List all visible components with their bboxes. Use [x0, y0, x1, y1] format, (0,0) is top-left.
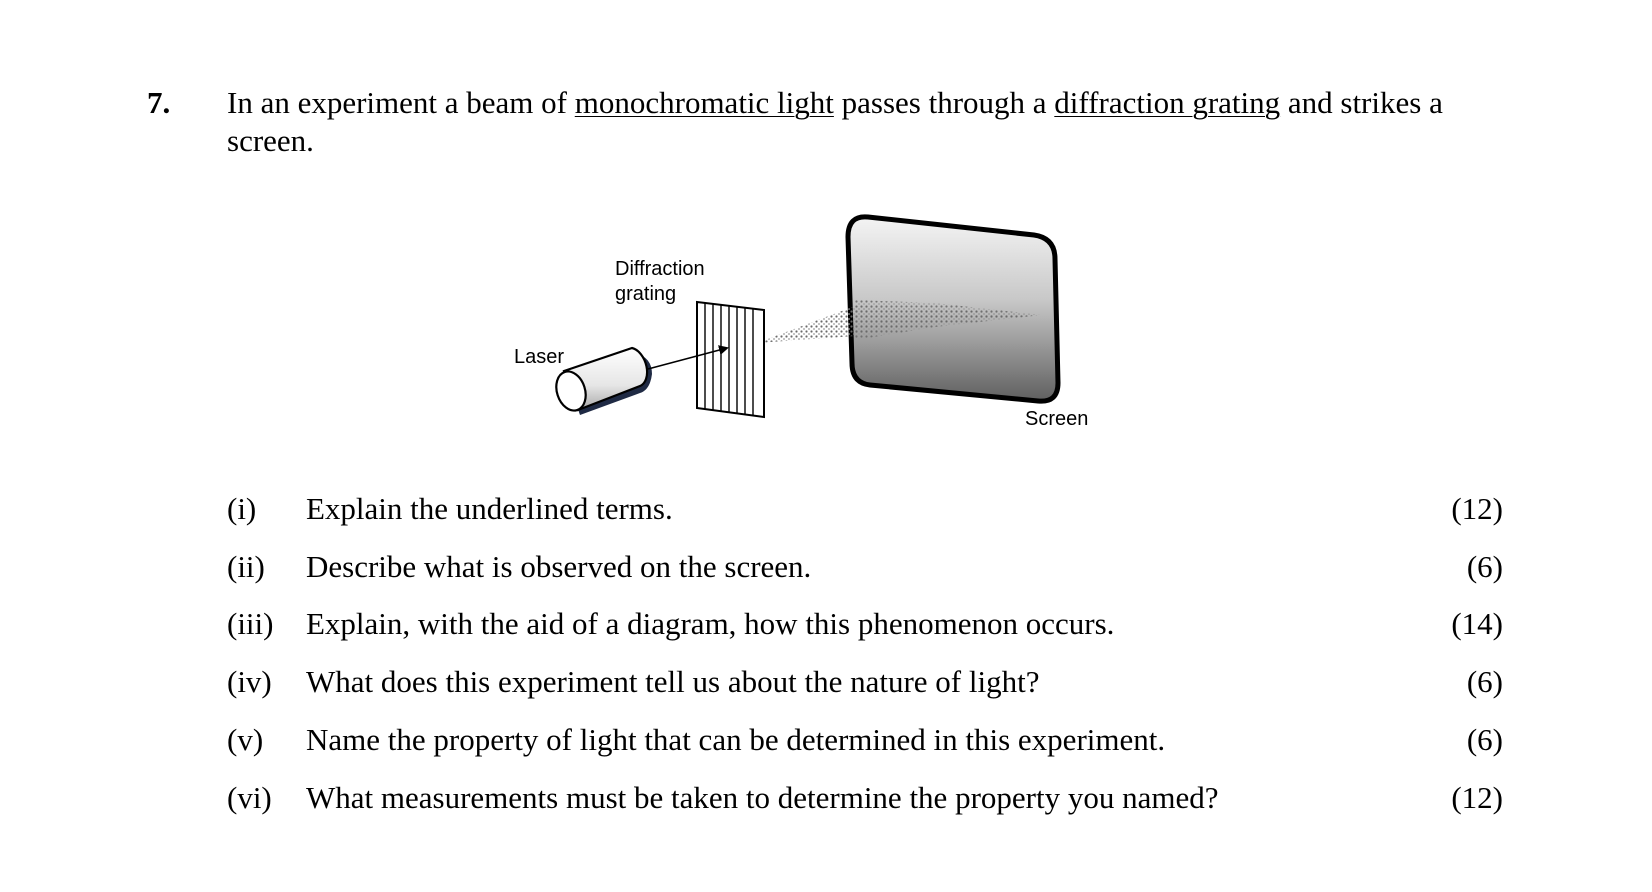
part-marks: (6)	[1466, 664, 1503, 699]
question-part	[227, 547, 1503, 587]
question-part	[227, 778, 1503, 818]
part-text: Explain, with the aid of a diagram, how this phenomenon occurs.	[306, 606, 1115, 641]
intro-text-3: and strikes a screen.	[227, 85, 1443, 158]
part-marks: (6)	[1466, 722, 1503, 757]
question-number: 7.	[147, 85, 171, 120]
part-label: (vi)	[227, 780, 272, 815]
diffraction-grating-icon	[697, 302, 764, 417]
part-label: (i)	[227, 491, 257, 526]
question-part	[227, 662, 1503, 702]
intro-text-1: In an experiment a beam of	[227, 85, 575, 120]
part-label: (ii)	[227, 549, 265, 584]
part-label: (iii)	[227, 606, 274, 641]
grating-label-line2: grating	[615, 283, 677, 305]
screen-icon	[848, 217, 1058, 401]
part-label: (v)	[227, 722, 264, 757]
part-marks: (12)	[1451, 491, 1503, 526]
part-marks: (6)	[1466, 549, 1503, 584]
grating-label-line1: Diffraction	[615, 258, 705, 280]
laser-label: Laser	[514, 346, 565, 368]
part-text: Explain the underlined terms.	[306, 491, 673, 526]
underlined-term-monochromatic-light: monochromatic light	[574, 85, 834, 120]
part-text: Describe what is observed on the screen.	[306, 549, 812, 584]
laser-icon	[552, 348, 652, 415]
screen-label: Screen	[1025, 408, 1089, 430]
part-marks: (14)	[1451, 606, 1503, 641]
part-text: Name the property of light that can be determined in this experiment.	[306, 722, 1166, 757]
part-label: (iv)	[227, 664, 272, 699]
underlined-term-diffraction-grating: diffraction grating	[1054, 85, 1281, 120]
question-part	[227, 720, 1503, 760]
intro-text-2: passes through a	[833, 85, 1055, 120]
part-text: What does this experiment tell us about the nature of light?	[306, 664, 1040, 699]
laser-beam-arrow	[648, 348, 727, 369]
part-marks: (12)	[1451, 780, 1503, 815]
light-beam-icon	[757, 300, 1042, 343]
question-part	[227, 604, 1503, 644]
part-text: What measurements must be taken to determine the property you named?	[306, 780, 1219, 815]
question-intro	[227, 84, 1517, 160]
question-part	[227, 489, 1503, 529]
